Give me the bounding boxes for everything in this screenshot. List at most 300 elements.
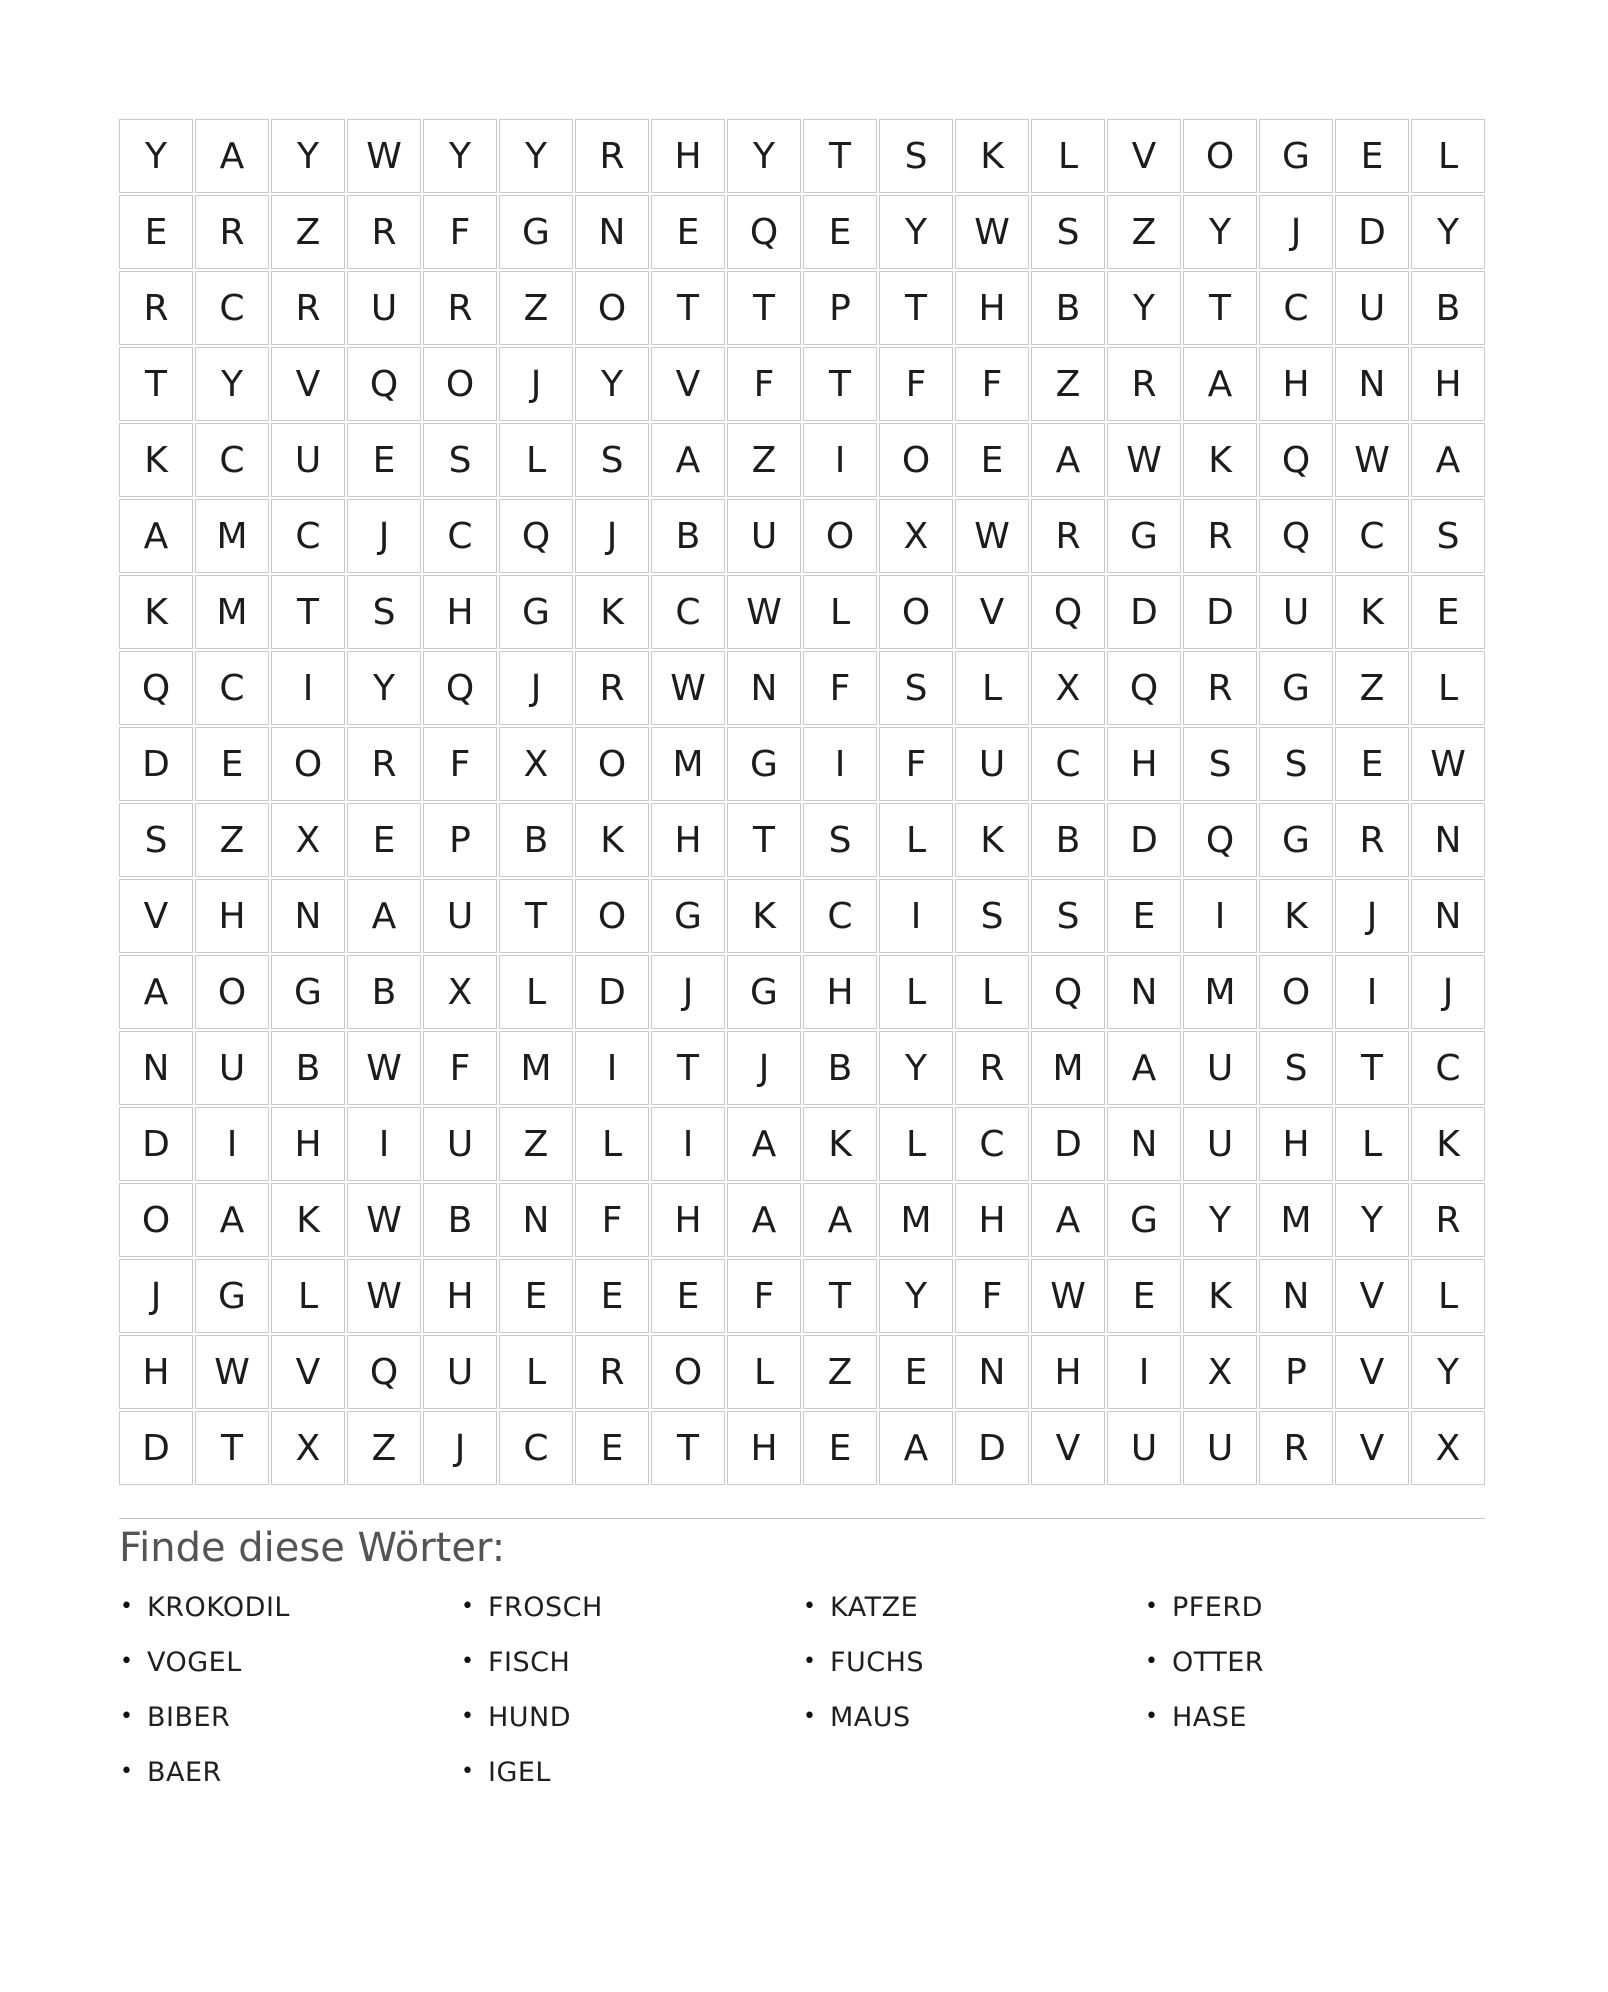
grid-cell[interactable]: V [1335, 1335, 1409, 1409]
grid-cell[interactable]: I [1183, 879, 1257, 953]
grid-cell[interactable]: J [119, 1259, 193, 1333]
grid-cell[interactable]: E [803, 1411, 877, 1485]
grid-cell[interactable]: W [727, 575, 801, 649]
grid-cell[interactable]: D [1107, 803, 1181, 877]
grid-cell[interactable]: T [727, 803, 801, 877]
grid-cell[interactable]: J [423, 1411, 497, 1485]
grid-cell[interactable]: Z [803, 1335, 877, 1409]
grid-cell[interactable]: Y [1183, 1183, 1257, 1257]
grid-cell[interactable]: R [347, 727, 421, 801]
grid-cell[interactable]: F [955, 1259, 1029, 1333]
grid-cell[interactable]: P [423, 803, 497, 877]
grid-cell[interactable]: V [1107, 119, 1181, 193]
grid-cell[interactable]: H [195, 879, 269, 953]
grid-cell[interactable]: E [575, 1259, 649, 1333]
grid-cell[interactable]: V [1335, 1411, 1409, 1485]
grid-cell[interactable]: R [1183, 499, 1257, 573]
grid-cell[interactable]: H [1107, 727, 1181, 801]
grid-cell[interactable]: N [271, 879, 345, 953]
grid-cell[interactable]: Y [1107, 271, 1181, 345]
grid-cell[interactable]: L [1031, 119, 1105, 193]
grid-cell[interactable]: G [651, 879, 725, 953]
grid-cell[interactable]: Z [1335, 651, 1409, 725]
grid-cell[interactable]: I [803, 423, 877, 497]
grid-cell[interactable]: Z [347, 1411, 421, 1485]
grid-cell[interactable]: Y [347, 651, 421, 725]
grid-cell[interactable]: B [499, 803, 573, 877]
grid-cell[interactable]: C [271, 499, 345, 573]
grid-cell[interactable]: T [803, 119, 877, 193]
grid-cell[interactable]: H [271, 1107, 345, 1181]
grid-cell[interactable]: R [1411, 1183, 1485, 1257]
grid-cell[interactable]: W [195, 1335, 269, 1409]
grid-cell[interactable]: C [1335, 499, 1409, 573]
grid-cell[interactable]: T [803, 1259, 877, 1333]
grid-cell[interactable]: Y [1183, 195, 1257, 269]
grid-cell[interactable]: L [803, 575, 877, 649]
grid-cell[interactable]: Y [727, 119, 801, 193]
grid-cell[interactable]: E [955, 423, 1029, 497]
grid-cell[interactable]: H [651, 803, 725, 877]
grid-cell[interactable]: N [1107, 955, 1181, 1029]
grid-cell[interactable]: W [347, 1183, 421, 1257]
grid-cell[interactable]: O [119, 1183, 193, 1257]
grid-cell[interactable]: Z [499, 1107, 573, 1181]
grid-cell[interactable]: L [575, 1107, 649, 1181]
grid-cell[interactable]: A [195, 119, 269, 193]
grid-cell[interactable]: G [499, 575, 573, 649]
grid-cell[interactable]: H [651, 1183, 725, 1257]
grid-cell[interactable]: Q [1031, 955, 1105, 1029]
grid-cell[interactable]: U [1107, 1411, 1181, 1485]
grid-cell[interactable]: T [651, 1411, 725, 1485]
grid-cell[interactable]: H [1031, 1335, 1105, 1409]
grid-cell[interactable]: F [879, 347, 953, 421]
grid-cell[interactable]: P [1259, 1335, 1333, 1409]
grid-cell[interactable]: U [347, 271, 421, 345]
grid-cell[interactable]: H [423, 575, 497, 649]
grid-cell[interactable]: D [1183, 575, 1257, 649]
grid-cell[interactable]: G [271, 955, 345, 1029]
grid-cell[interactable]: L [1411, 1259, 1485, 1333]
grid-cell[interactable]: D [575, 955, 649, 1029]
grid-cell[interactable]: E [347, 423, 421, 497]
grid-cell[interactable]: H [955, 271, 1029, 345]
grid-cell[interactable]: L [879, 1107, 953, 1181]
grid-cell[interactable]: I [1107, 1335, 1181, 1409]
grid-cell[interactable]: K [575, 575, 649, 649]
grid-cell[interactable]: E [803, 195, 877, 269]
grid-cell[interactable]: Q [347, 1335, 421, 1409]
grid-cell[interactable]: U [423, 1107, 497, 1181]
grid-cell[interactable]: E [651, 1259, 725, 1333]
grid-cell[interactable]: A [1411, 423, 1485, 497]
grid-cell[interactable]: Y [1335, 1183, 1409, 1257]
grid-cell[interactable]: J [575, 499, 649, 573]
grid-cell[interactable]: G [1259, 651, 1333, 725]
grid-cell[interactable]: Y [119, 119, 193, 193]
grid-cell[interactable]: H [955, 1183, 1029, 1257]
grid-cell[interactable]: Q [423, 651, 497, 725]
grid-cell[interactable]: Y [879, 1031, 953, 1105]
grid-cell[interactable]: W [651, 651, 725, 725]
grid-cell[interactable]: Z [1107, 195, 1181, 269]
grid-cell[interactable]: Y [879, 195, 953, 269]
grid-cell[interactable]: K [1183, 423, 1257, 497]
grid-cell[interactable]: K [955, 119, 1029, 193]
grid-cell[interactable]: X [879, 499, 953, 573]
grid-cell[interactable]: K [271, 1183, 345, 1257]
grid-cell[interactable]: E [347, 803, 421, 877]
grid-cell[interactable]: B [423, 1183, 497, 1257]
grid-cell[interactable]: A [803, 1183, 877, 1257]
grid-cell[interactable]: R [423, 271, 497, 345]
grid-cell[interactable]: H [1411, 347, 1485, 421]
grid-cell[interactable]: F [727, 1259, 801, 1333]
grid-cell[interactable]: D [1335, 195, 1409, 269]
grid-cell[interactable]: M [651, 727, 725, 801]
grid-cell[interactable]: V [1031, 1411, 1105, 1485]
grid-cell[interactable]: O [879, 423, 953, 497]
grid-cell[interactable]: S [879, 119, 953, 193]
grid-cell[interactable]: M [195, 499, 269, 573]
grid-cell[interactable]: D [119, 727, 193, 801]
grid-cell[interactable]: N [1107, 1107, 1181, 1181]
grid-cell[interactable]: V [119, 879, 193, 953]
grid-cell[interactable]: N [727, 651, 801, 725]
grid-cell[interactable]: J [1335, 879, 1409, 953]
grid-cell[interactable]: O [271, 727, 345, 801]
grid-cell[interactable]: E [195, 727, 269, 801]
grid-cell[interactable]: S [119, 803, 193, 877]
grid-cell[interactable]: V [1335, 1259, 1409, 1333]
grid-cell[interactable]: Y [879, 1259, 953, 1333]
grid-cell[interactable]: V [955, 575, 1029, 649]
grid-cell[interactable]: F [575, 1183, 649, 1257]
grid-cell[interactable]: Q [119, 651, 193, 725]
grid-cell[interactable]: N [119, 1031, 193, 1105]
grid-cell[interactable]: W [1031, 1259, 1105, 1333]
grid-cell[interactable]: A [119, 955, 193, 1029]
grid-cell[interactable]: E [1107, 1259, 1181, 1333]
grid-cell[interactable]: N [955, 1335, 1029, 1409]
grid-cell[interactable]: T [499, 879, 573, 953]
grid-cell[interactable]: Z [499, 271, 573, 345]
grid-cell[interactable]: L [499, 955, 573, 1029]
grid-cell[interactable]: G [727, 955, 801, 1029]
grid-cell[interactable]: N [499, 1183, 573, 1257]
grid-cell[interactable]: R [119, 271, 193, 345]
grid-cell[interactable]: F [423, 195, 497, 269]
grid-cell[interactable]: Z [727, 423, 801, 497]
grid-cell[interactable]: S [1259, 727, 1333, 801]
grid-cell[interactable]: K [803, 1107, 877, 1181]
grid-cell[interactable]: O [575, 879, 649, 953]
grid-cell[interactable]: R [1031, 499, 1105, 573]
grid-cell[interactable]: D [1107, 575, 1181, 649]
grid-cell[interactable]: W [347, 119, 421, 193]
grid-cell[interactable]: C [499, 1411, 573, 1485]
grid-cell[interactable]: X [499, 727, 573, 801]
grid-cell[interactable]: K [575, 803, 649, 877]
grid-cell[interactable]: X [423, 955, 497, 1029]
grid-cell[interactable]: F [955, 347, 1029, 421]
grid-cell[interactable]: E [499, 1259, 573, 1333]
grid-cell[interactable]: V [651, 347, 725, 421]
grid-cell[interactable]: I [1335, 955, 1409, 1029]
grid-cell[interactable]: H [651, 119, 725, 193]
grid-cell[interactable]: S [1259, 1031, 1333, 1105]
grid-cell[interactable]: N [1335, 347, 1409, 421]
grid-cell[interactable]: J [1411, 955, 1485, 1029]
grid-cell[interactable]: V [271, 1335, 345, 1409]
grid-cell[interactable]: B [271, 1031, 345, 1105]
grid-cell[interactable]: M [195, 575, 269, 649]
grid-cell[interactable]: A [347, 879, 421, 953]
grid-cell[interactable]: W [1411, 727, 1485, 801]
grid-cell[interactable]: R [1183, 651, 1257, 725]
grid-cell[interactable]: M [1031, 1031, 1105, 1105]
grid-cell[interactable]: I [879, 879, 953, 953]
grid-cell[interactable]: D [119, 1107, 193, 1181]
grid-cell[interactable]: X [271, 803, 345, 877]
grid-cell[interactable]: U [1259, 575, 1333, 649]
grid-cell[interactable]: D [119, 1411, 193, 1485]
grid-cell[interactable]: H [1259, 1107, 1333, 1181]
grid-cell[interactable]: C [803, 879, 877, 953]
grid-cell[interactable]: U [271, 423, 345, 497]
grid-cell[interactable]: F [423, 1031, 497, 1105]
grid-cell[interactable]: C [955, 1107, 1029, 1181]
grid-cell[interactable]: K [955, 803, 1029, 877]
grid-cell[interactable]: Y [423, 119, 497, 193]
grid-cell[interactable]: L [727, 1335, 801, 1409]
grid-cell[interactable]: E [1411, 575, 1485, 649]
grid-cell[interactable]: J [727, 1031, 801, 1105]
grid-cell[interactable]: E [1335, 119, 1409, 193]
grid-cell[interactable]: J [499, 651, 573, 725]
grid-cell[interactable]: Y [1411, 1335, 1485, 1409]
grid-cell[interactable]: C [1031, 727, 1105, 801]
grid-cell[interactable]: S [347, 575, 421, 649]
grid-cell[interactable]: T [651, 1031, 725, 1105]
grid-cell[interactable]: K [119, 575, 193, 649]
grid-cell[interactable]: G [1107, 499, 1181, 573]
grid-cell[interactable]: I [271, 651, 345, 725]
grid-cell[interactable]: L [499, 423, 573, 497]
grid-cell[interactable]: F [879, 727, 953, 801]
grid-cell[interactable]: E [575, 1411, 649, 1485]
grid-cell[interactable]: R [575, 119, 649, 193]
grid-cell[interactable]: J [651, 955, 725, 1029]
grid-cell[interactable]: B [651, 499, 725, 573]
grid-cell[interactable]: Q [499, 499, 573, 573]
grid-cell[interactable]: P [803, 271, 877, 345]
grid-cell[interactable]: A [727, 1107, 801, 1181]
grid-cell[interactable]: K [1183, 1259, 1257, 1333]
grid-cell[interactable]: H [119, 1335, 193, 1409]
grid-cell[interactable]: S [879, 651, 953, 725]
grid-cell[interactable]: B [1031, 271, 1105, 345]
grid-cell[interactable]: A [1107, 1031, 1181, 1105]
grid-cell[interactable]: G [195, 1259, 269, 1333]
grid-cell[interactable]: Z [271, 195, 345, 269]
grid-cell[interactable]: L [1411, 651, 1485, 725]
grid-cell[interactable]: A [1183, 347, 1257, 421]
grid-cell[interactable]: R [1335, 803, 1409, 877]
grid-cell[interactable]: H [423, 1259, 497, 1333]
grid-cell[interactable]: S [1411, 499, 1485, 573]
grid-cell[interactable]: K [1259, 879, 1333, 953]
grid-cell[interactable]: A [1031, 1183, 1105, 1257]
grid-cell[interactable]: T [803, 347, 877, 421]
grid-cell[interactable]: Q [1183, 803, 1257, 877]
grid-cell[interactable]: J [1259, 195, 1333, 269]
grid-cell[interactable]: B [1031, 803, 1105, 877]
grid-cell[interactable]: M [879, 1183, 953, 1257]
grid-cell[interactable]: A [195, 1183, 269, 1257]
grid-cell[interactable]: S [955, 879, 1029, 953]
grid-cell[interactable]: O [575, 271, 649, 345]
grid-cell[interactable]: U [1335, 271, 1409, 345]
grid-cell[interactable]: I [803, 727, 877, 801]
grid-cell[interactable]: Y [499, 119, 573, 193]
grid-cell[interactable]: T [651, 271, 725, 345]
grid-cell[interactable]: S [423, 423, 497, 497]
grid-cell[interactable]: O [651, 1335, 725, 1409]
grid-cell[interactable]: A [651, 423, 725, 497]
grid-cell[interactable]: L [955, 651, 1029, 725]
grid-cell[interactable]: I [575, 1031, 649, 1105]
grid-cell[interactable]: T [727, 271, 801, 345]
grid-cell[interactable]: K [727, 879, 801, 953]
grid-cell[interactable]: F [803, 651, 877, 725]
grid-cell[interactable]: H [803, 955, 877, 1029]
grid-cell[interactable]: I [347, 1107, 421, 1181]
grid-cell[interactable]: L [1411, 119, 1485, 193]
grid-cell[interactable]: Y [195, 347, 269, 421]
grid-cell[interactable]: M [1259, 1183, 1333, 1257]
grid-cell[interactable]: I [651, 1107, 725, 1181]
grid-cell[interactable]: M [499, 1031, 573, 1105]
grid-cell[interactable]: Z [195, 803, 269, 877]
grid-cell[interactable]: A [727, 1183, 801, 1257]
grid-cell[interactable]: U [955, 727, 1029, 801]
grid-cell[interactable]: N [1259, 1259, 1333, 1333]
grid-cell[interactable]: R [575, 651, 649, 725]
grid-cell[interactable]: W [347, 1031, 421, 1105]
grid-cell[interactable]: D [955, 1411, 1029, 1485]
grid-cell[interactable]: L [879, 803, 953, 877]
grid-cell[interactable]: U [423, 1335, 497, 1409]
grid-cell[interactable]: T [119, 347, 193, 421]
grid-cell[interactable]: U [195, 1031, 269, 1105]
grid-cell[interactable]: W [955, 195, 1029, 269]
grid-cell[interactable]: O [1183, 119, 1257, 193]
grid-cell[interactable]: B [1411, 271, 1485, 345]
grid-cell[interactable]: E [1107, 879, 1181, 953]
grid-cell[interactable]: N [1411, 879, 1485, 953]
grid-cell[interactable]: V [271, 347, 345, 421]
grid-cell[interactable]: U [1183, 1107, 1257, 1181]
grid-cell[interactable]: G [727, 727, 801, 801]
grid-cell[interactable]: H [1259, 347, 1333, 421]
grid-cell[interactable]: U [1183, 1031, 1257, 1105]
grid-cell[interactable]: Y [1411, 195, 1485, 269]
grid-cell[interactable]: R [271, 271, 345, 345]
grid-cell[interactable]: Y [575, 347, 649, 421]
grid-cell[interactable]: Q [1107, 651, 1181, 725]
grid-cell[interactable]: S [1031, 195, 1105, 269]
grid-cell[interactable]: R [575, 1335, 649, 1409]
grid-cell[interactable]: O [195, 955, 269, 1029]
grid-cell[interactable]: O [423, 347, 497, 421]
grid-cell[interactable]: W [955, 499, 1029, 573]
grid-cell[interactable]: O [1259, 955, 1333, 1029]
grid-cell[interactable]: C [195, 651, 269, 725]
grid-cell[interactable]: T [1335, 1031, 1409, 1105]
grid-cell[interactable]: F [727, 347, 801, 421]
grid-cell[interactable]: B [347, 955, 421, 1029]
grid-cell[interactable]: N [575, 195, 649, 269]
grid-cell[interactable]: F [423, 727, 497, 801]
grid-cell[interactable]: K [1335, 575, 1409, 649]
grid-cell[interactable]: L [1335, 1107, 1409, 1181]
grid-cell[interactable]: Q [1259, 499, 1333, 573]
grid-cell[interactable]: R [955, 1031, 1029, 1105]
grid-cell[interactable]: G [499, 195, 573, 269]
grid-cell[interactable]: D [1031, 1107, 1105, 1181]
grid-cell[interactable]: C [423, 499, 497, 573]
grid-cell[interactable]: E [651, 195, 725, 269]
grid-cell[interactable]: C [195, 423, 269, 497]
grid-cell[interactable]: S [1183, 727, 1257, 801]
grid-cell[interactable]: A [1031, 423, 1105, 497]
grid-cell[interactable]: K [1411, 1107, 1485, 1181]
grid-cell[interactable]: R [347, 195, 421, 269]
grid-cell[interactable]: H [727, 1411, 801, 1485]
grid-cell[interactable]: Z [1031, 347, 1105, 421]
grid-cell[interactable]: T [1183, 271, 1257, 345]
grid-cell[interactable]: L [271, 1259, 345, 1333]
grid-cell[interactable]: G [1259, 803, 1333, 877]
grid-cell[interactable]: Q [347, 347, 421, 421]
grid-cell[interactable]: L [499, 1335, 573, 1409]
grid-cell[interactable]: X [1411, 1411, 1485, 1485]
grid-cell[interactable]: J [347, 499, 421, 573]
grid-cell[interactable]: C [195, 271, 269, 345]
grid-cell[interactable]: S [1031, 879, 1105, 953]
grid-cell[interactable]: N [1411, 803, 1485, 877]
grid-cell[interactable]: Y [271, 119, 345, 193]
grid-cell[interactable]: C [1259, 271, 1333, 345]
grid-cell[interactable]: K [119, 423, 193, 497]
grid-cell[interactable]: O [879, 575, 953, 649]
grid-cell[interactable]: U [727, 499, 801, 573]
grid-cell[interactable]: S [575, 423, 649, 497]
grid-cell[interactable]: M [1183, 955, 1257, 1029]
grid-cell[interactable]: R [1259, 1411, 1333, 1485]
grid-cell[interactable]: T [271, 575, 345, 649]
grid-cell[interactable]: X [271, 1411, 345, 1485]
grid-cell[interactable]: X [1031, 651, 1105, 725]
grid-cell[interactable]: Q [727, 195, 801, 269]
grid-cell[interactable]: Q [1259, 423, 1333, 497]
grid-cell[interactable]: L [879, 955, 953, 1029]
grid-cell[interactable]: R [1107, 347, 1181, 421]
grid-cell[interactable]: U [1183, 1411, 1257, 1485]
grid-cell[interactable]: W [1107, 423, 1181, 497]
